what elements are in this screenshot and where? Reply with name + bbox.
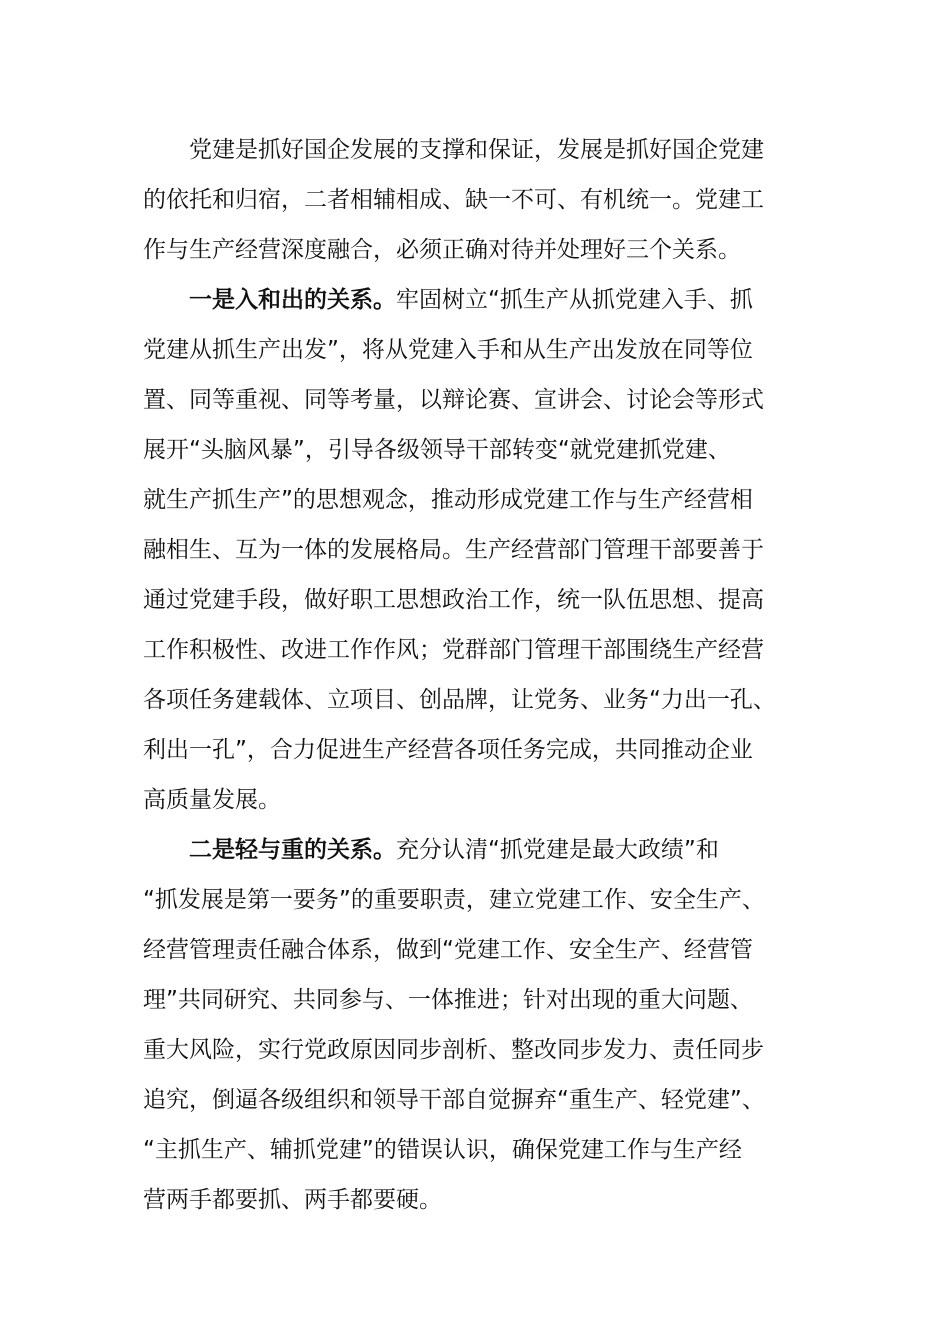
text-run: 充分认清“抓党建是最大政绩”和 [396,837,719,863]
text-line: “主抓生产、辅抓党建”的错误认识，确保党建工作与生产经 [143,1137,742,1163]
text-line: 理”共同研究、共同参与、一体推进；针对出现的重大问题、 [143,987,753,1013]
text-line: 追究，倒逼各级组织和领导干部自觉摒弃“重生产、轻党建”、 [143,1087,765,1113]
document-body [143,125,807,1225]
paragraph-in-and-out [143,275,807,825]
text-line: 通过党建手段，做好职工思想政治工作，统一队伍思想、提高 [143,587,764,613]
text-line: 融相生、互为一体的发展格局。生产经营部门管理干部要善于 [143,537,764,563]
text-line: 营两手都要抓、两手都要硬。 [143,1187,442,1213]
text-line: 作与生产经营深度融合，必须正确对待并处理好三个关系。 [143,237,741,263]
text-line: 重大风险，实行党政原因同步剖析、整改同步发力、责任同步 [143,1037,764,1063]
text-line: 高质量发展。 [143,787,281,813]
text-line: 利出一孔”，合力促进生产经营各项任务完成，共同推动企业 [143,737,753,763]
text-line [143,275,807,325]
text-line: 展开“头脑风暴”，引导各级领导干部转变“就党建抓党建、 [143,437,731,463]
text-line: 经营管理责任融合体系，做到“党建工作、安全生产、经营管 [143,937,753,963]
text-line [143,825,807,875]
paragraph-light-and-heavy [143,825,807,1225]
paragraph-intro [143,125,807,275]
text-line: 置、同等重视、同等考量，以辩论赛、宣讲会、讨论会等形式 [143,387,764,413]
text-line: 党建从抓生产出发”，将从党建入手和从生产出发放在同等位 [143,337,753,363]
text-line: “抓发展是第一要务”的重要职责，建立党建工作、安全生产、 [143,887,765,913]
text-line: 党建是抓好国企发展的支撑和保证，发展是抓好国企党建 [189,137,764,163]
text-line: 就生产抓生产”的思想观念，推动形成党建工作与生产经营相 [143,487,753,513]
text-line: 各项任务建载体、立项目、创品牌，让党务、业务“力出一孔、 [143,687,776,713]
text-line: 工作积极性、改进工作作风；党群部门管理干部围绕生产经营 [143,637,764,663]
text-line: 的依托和归宿，二者相辅相成、缺一不可、有机统一。党建工 [143,187,764,213]
text-run: 牢固树立“抓生产从抓党建入手、抓 [396,287,753,313]
paragraph-heading: 一是入和出的关系。 [189,287,396,313]
paragraph-heading: 二是轻与重的关系。 [189,837,396,863]
